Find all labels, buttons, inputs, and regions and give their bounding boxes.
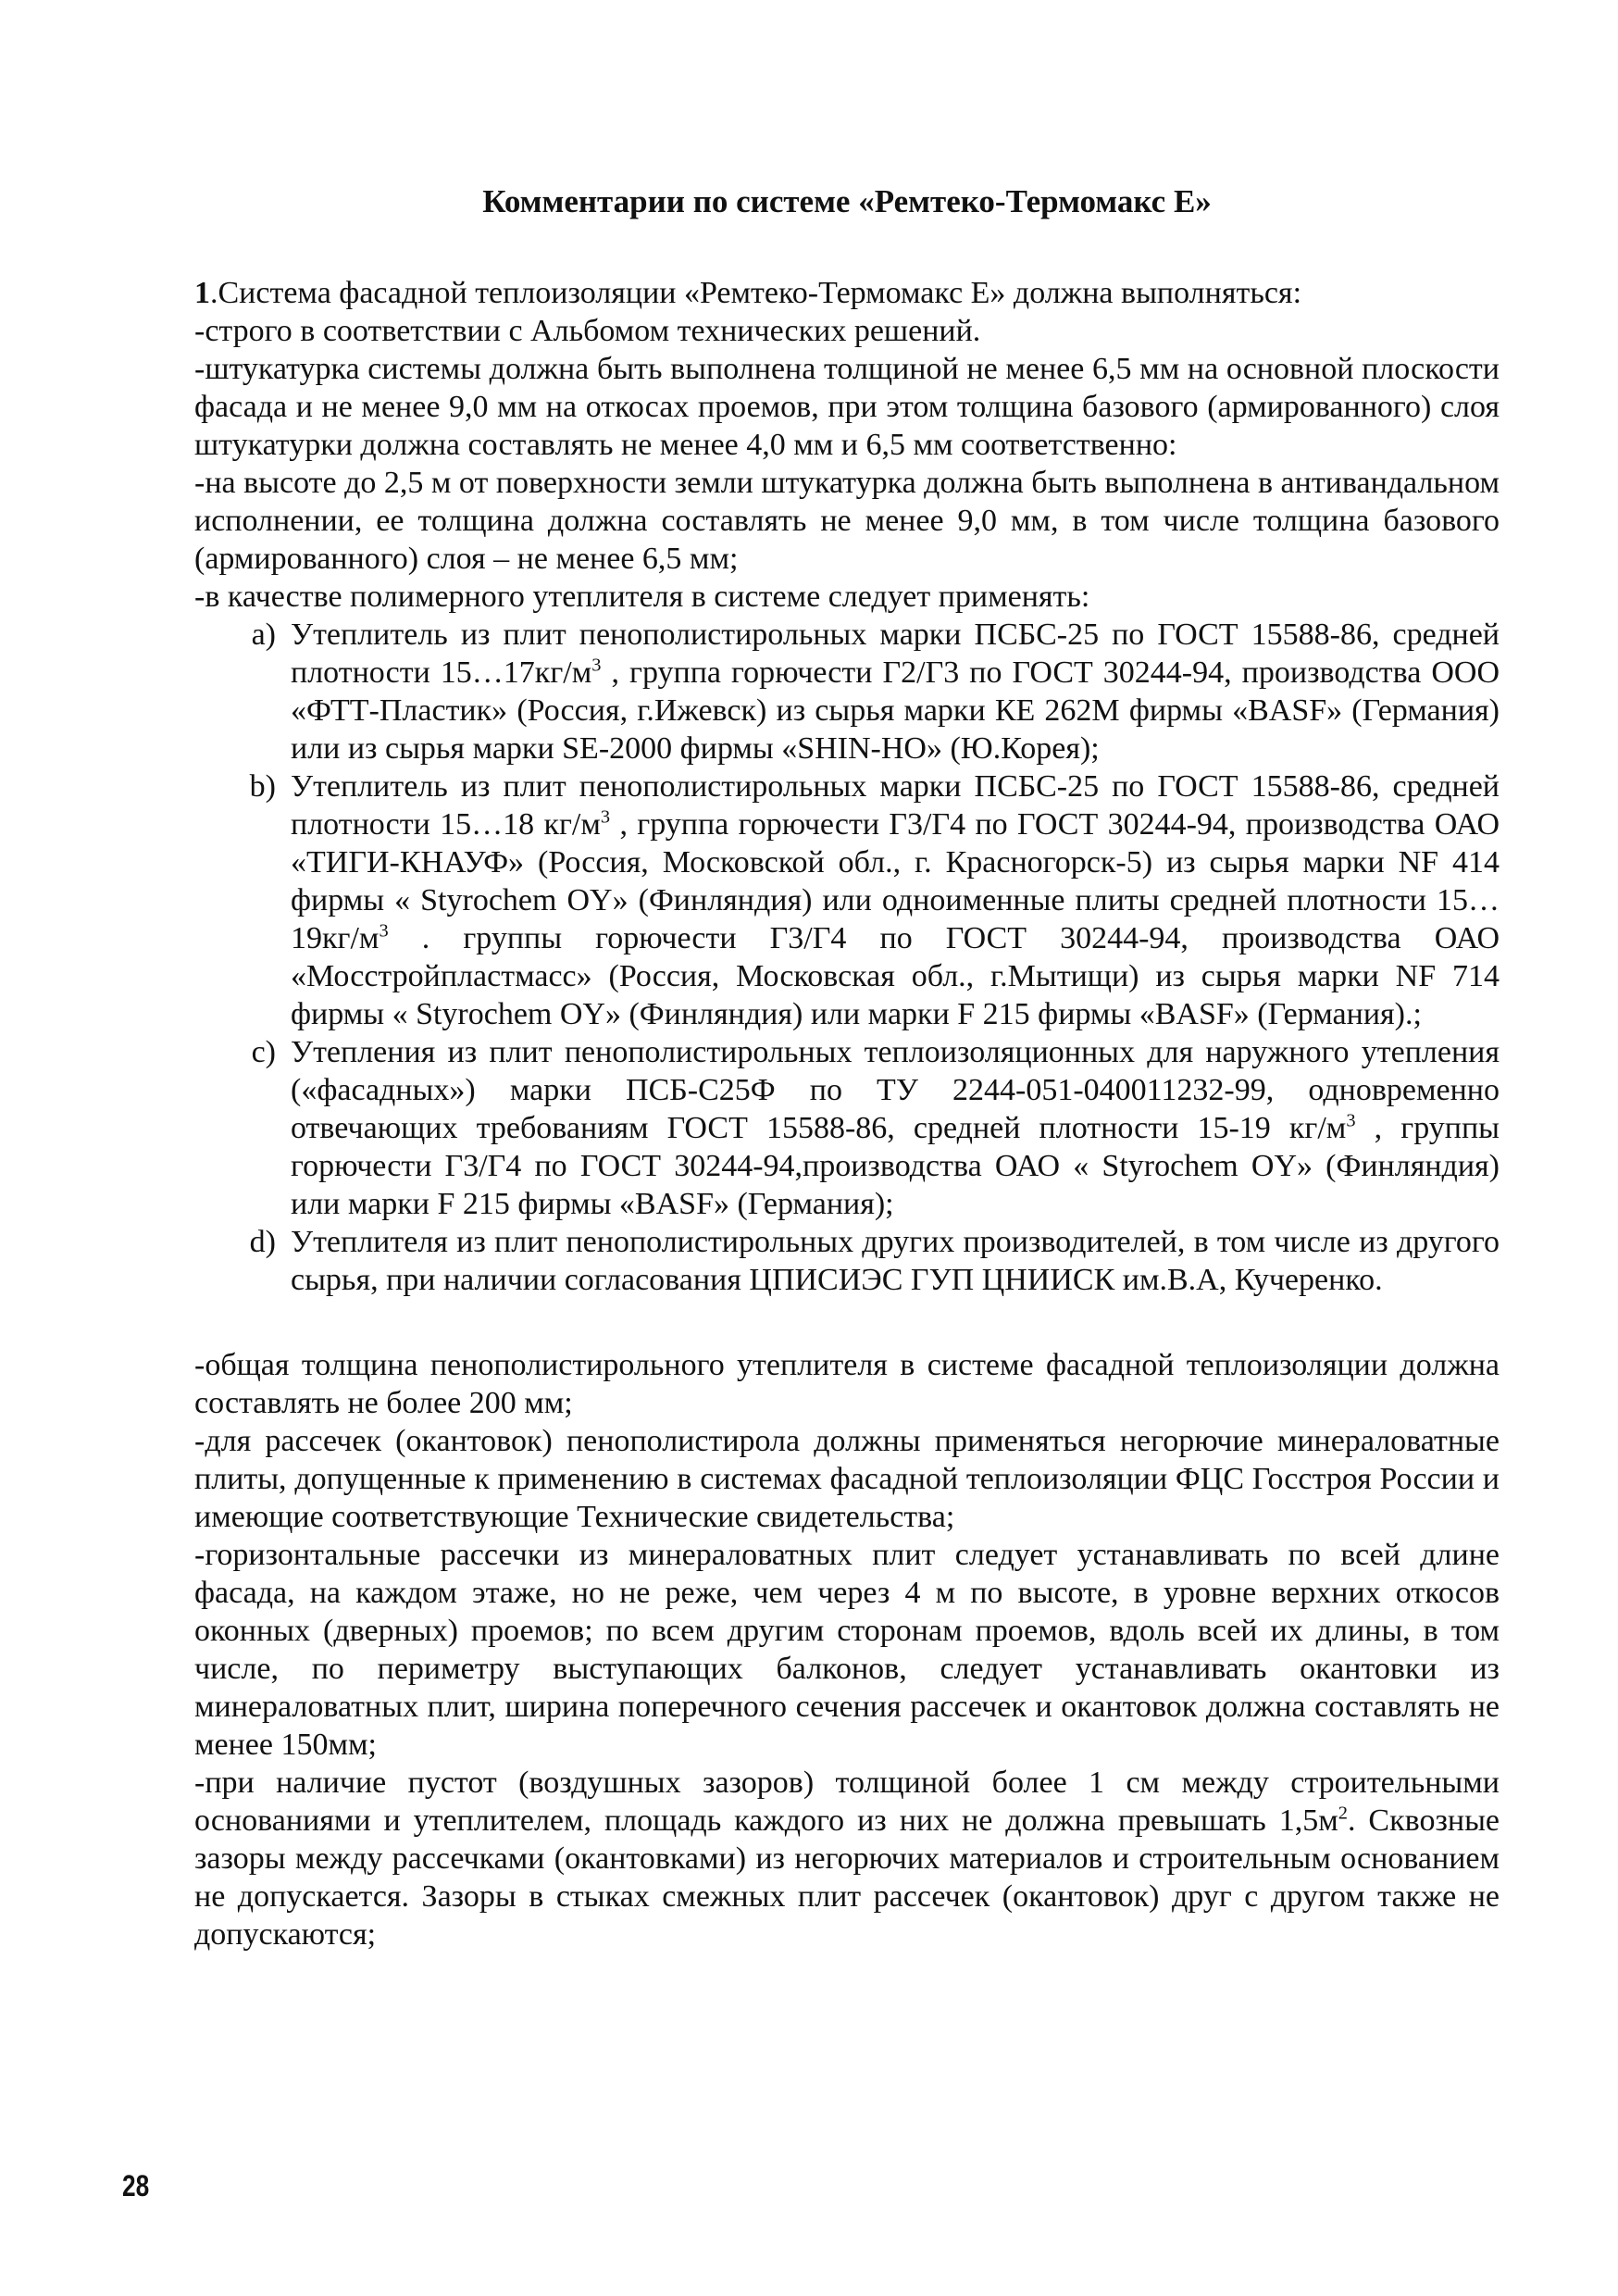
page-number: 28 [122, 2169, 150, 2202]
intro-text: .Система фасадной теплоизоляции «Ремтеко-Термомакс Е» должна выполняться: [210, 276, 1302, 310]
insulation-list [194, 616, 1500, 1299]
requirement-air-gaps: -при наличие пустот (воздушных зазоров) толщиной более 1 см между строительными основаниями и утеплителем, площадь каждого из них не должна превышать $1,5м^2$. Сквозные зазоры между рассечками (окантовками) из негорючих материалов и строительным основанием не допускается. Зазоры в стыках смежных плит рассечек (окантовок) друг с другом также не допускаются; [194, 1766, 1500, 1952]
list-item-text: Утеплитель из плит пенополистирольных марки ПСБС-25 по ГОСТ 15588-86, средней плотности $15\dots 17кг/м^3$ , группа горючести Г2/Г3 по ГОСТ 30244-94, производства ООО «ФТТ-Пластик» (Россия, г.Ижевск) из сырья марки КЕ 262М фирмы «BASF» (Германия) или из сырья марки SE-2000 фирмы «SHIN-HO» (Ю.Корея); [291, 618, 1500, 766]
intro-paragraph [194, 274, 1500, 312]
page-title: Комментарии по системе «Ремтеко-Термомакс Е» [482, 183, 1212, 219]
requirement-plaster-thickness: -штукатурка системы должна быть выполнена толщиной не менее 6,5 мм на основной плоскости фасада и не менее 9,0 мм на откосах проемов, при этом толщина базового (армированного) слоя штукатурки должна составлять не менее 4,0 мм и 6,5 мм соответственно: [194, 352, 1500, 462]
requirement-insulation-intro: -в качестве полимерного утеплителя в системе следует применять: [194, 580, 1090, 614]
list-marker: d) [249, 1225, 276, 1259]
list-item-text: Утепления из плит пенополистирольных теплоизоляционных для наружного утепления («фасадных») марки ПСБ-С25Ф по ТУ 2244-051-040011232-99, одновременно отвечающих требованиям ГОСТ 15588-86, средней плотности 15-19 $кг/м^3$ , группы горючести Г3/Г4 по ГОСТ 30244-94,производства ОАО « Styrochem OY» (Финляндия) или марки F 215 фирмы «BASF» (Германия); [291, 1035, 1500, 1221]
list-item [194, 616, 1500, 767]
list-marker: a) [251, 618, 276, 652]
list-item [194, 1223, 1500, 1299]
list-item [194, 1033, 1500, 1223]
requirement-antivandal: -на высоте до 2,5 м от поверхности земли штукатурка должна быть выполнена в антивандальном исполнении, ее толщина должна составлять не менее 9,0 мм, в том числе толщина базового (армированного) слоя – не менее 6,5 мм; [194, 466, 1500, 576]
list-marker: b) [249, 769, 276, 804]
requirement-total-thickness: -общая толщина пенополистирольного утеплителя в системе фасадной теплоизоляции должна составлять не более 200 мм; [194, 1348, 1500, 1420]
requirement-horizontal-breaks: -горизонтальные рассечки из минераловатных плит следует устанавливать по всей длине фасада, на каждом этаже, но не реже, чем через 4 м по высоте, в уровне верхних откосов оконных (дверных) проемов; по всем другим сторонам проемов, вдоль всей их длины, в том числе, по периметру выступающих балконов, следует устанавливать окантовки из минераловатных плит, ширина поперечного сечения рассечек и окантовок должна составлять не менее 150мм; [194, 1538, 1500, 1762]
document-body [194, 274, 1500, 1953]
list-marker: c) [251, 1035, 276, 1069]
list-item [194, 767, 1500, 1033]
requirement-fire-breaks: -для рассечек (окантовок) пенополистирола должны применяться негорючие минераловатные плиты, допущенные к применению в системах фасадной теплоизоляции ФЦС Госстроя России и имеющие соответствующие Технические свидетельства; [194, 1424, 1500, 1534]
requirement-albom: -строго в соответствии с Альбомом технических решений. [194, 314, 981, 348]
list-item-text: Утеплитель из плит пенополистирольных марки ПСБС-25 по ГОСТ 15588-86, средней плотности 15…18 $кг/м^3$ , группа горючести Г3/Г4 по ГОСТ 30244-94, производства ОАО «ТИГИ-КНАУФ» (Россия, Московской обл., г. Красногорск-5) из сырья марки NF 414 фирмы « Styrochem OY» (Финляндия) или одноименные плиты средней плотности $15\dots 19кг/м^3$ . группы горючести Г3/Г4 по ГОСТ 30244-94, производства ОАО «Мосстройпластмасс» (Россия, Московская обл., г.Мытищи) из сырья марки NF 714 фирмы « Styrochem OY» (Финляндия) или марки F 215 фирмы «BASF» (Германия).; [291, 769, 1500, 1031]
section-number: 1 [194, 276, 210, 310]
paragraph-gap [194, 1299, 1500, 1346]
list-item-text: Утеплителя из плит пенополистирольных других производителей, в том числе из другого сырья, при наличии согласования ЦПИСИЭС ГУП ЦНИИСК им.В.А, Кучеренко. [291, 1225, 1500, 1297]
